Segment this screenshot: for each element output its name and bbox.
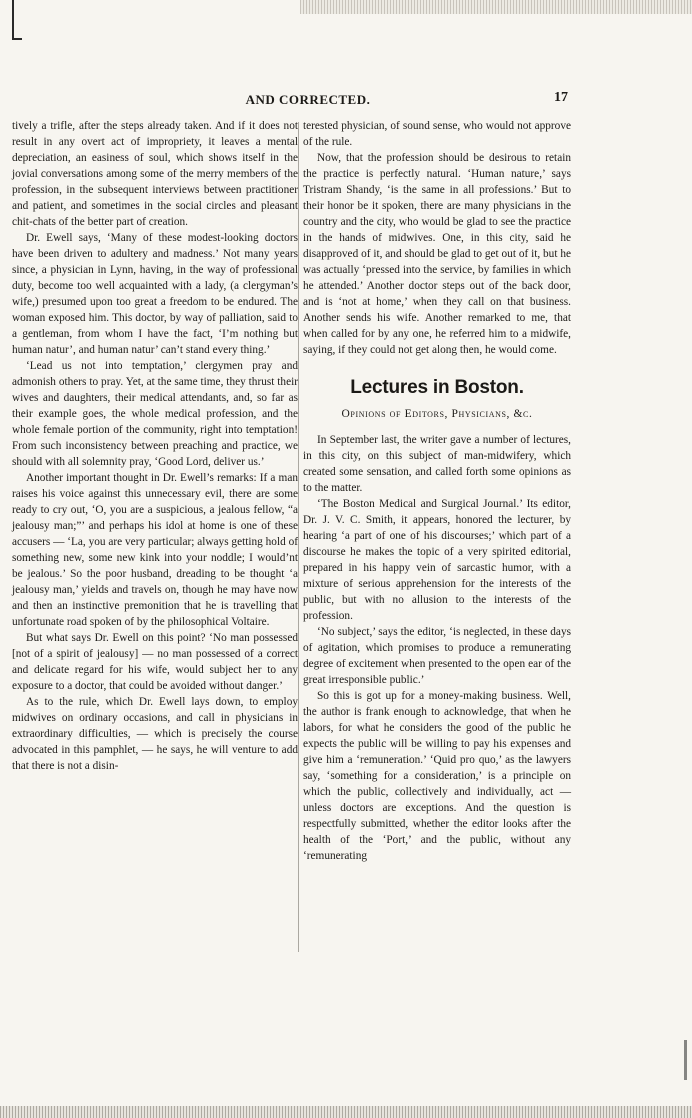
section-title: Lectures in Boston. (350, 377, 524, 398)
scan-edge-top (300, 0, 692, 14)
section-subtitle: Opinions of Editors, Physicians, &c. (341, 408, 533, 420)
binding-mark (12, 0, 14, 40)
paragraph: Dr. Ewell says, ‘Many of these modest-looking doctors have been driven to adultery and madness.’ Not many years since, a physician in Lynn, having, in the way of professional duty, become too well acquainted with a lady, (a clergyman’s wife,) presumed upon too great a freedom to be endured. The woman exposed him. This doctor, by way of palliation, said to a gentleman, from whom I have the fact, ‘I’m nothing but human natur’, and human natur’ can’t stand every thing.’ (12, 232, 298, 356)
column-divider (298, 122, 299, 952)
page-number: 17 (554, 90, 568, 105)
paragraph: ‘Lead us not into temptation,’ clergymen pray and admonish others to pray. Yet, at the same time, they thrust their wives and daughters, their medical attendants, and, so far as their example goes, the whole medical profession, and the whole female portion of the community, right into temptation! From such inconsistency between preaching and practice, we should with all solemnity pray, ‘Good Lord, deliver us.’ (12, 360, 298, 468)
paragraph: ‘No subject,’ says the editor, ‘is neglected, in these days of agitation, which promises to produce a remunerating degree of excitement when presented to the open ear of the great irresponsible public.’ (303, 626, 571, 686)
right-column (303, 118, 571, 864)
paragraph: terested physician, of sound sense, who would not approve of the rule. (303, 120, 571, 148)
paragraph: ‘The Boston Medical and Surgical Journal.’ Its editor, Dr. J. V. C. Smith, it appears, honored the lecturer, by hearing ‘a part of one of his discourses;’ which part of a discourse he makes the topic of a very spirited editorial, prepared in his happy vein of sarcastic humor, with a mixture of serious apprehension for the interests of the public, but with no allusion to the interests of the profession. (303, 498, 571, 622)
paragraph: Another important thought in Dr. Ewell’s remarks: If a man raises his voice against this unnecessary evil, there are some ready to cry out, ‘O, you are a suspicious, a jealous fellow, “a jealousy man;”’ and perhaps his idol at home is one of these accusers — ‘La, you are very particular; always getting hold of something new, some new kink into your noddle; I would’nt be jealous.’ So the poor husband, dreading to be thought ‘a jealousy man,’ yields and travels on, though he may have now and then an instinctive premonition that he is travelling that unfortunate road spoken of by the philosophical Voltaire. (12, 472, 298, 628)
binding-mark-foot (12, 38, 22, 40)
paragraph: So this is got up for a money-making business. Well, the author is frank enough to acknowledge, that when he labors, for what he considers the good of the public he expects the public will be willing to pay his expenses and give him a ‘remuneration.’ ‘Quid pro quo,’ as the lawyers say, ‘something for a consideration,’ is a principle on which the public, collectively and individually, act — unless doctors are exceptions. And the question is respectfully submitted, whether the editor looks after the health of the ‘Port,’ and the public, without any ‘remunerating (303, 690, 571, 862)
paragraph: As to the rule, which Dr. Ewell lays down, to employ midwives on ordinary occasions, and call in physicians in extraordinary difficulties, — which is precisely the course advocated in this pamphlet, — he says, he will venture to add that there is not a disin- (12, 696, 298, 772)
scan-edge-bottom (0, 1106, 692, 1118)
paragraph: Now, that the profession should be desirous to retain the practice is perfectly natural. ‘Human nature,’ says Tristram Shandy, ‘is the same in all professions.’ But to their honor be it spoken, there are many physicians in the country and the city, who would be glad to see the practice in the hands of midwives. One, in this city, said he disapproved of it, and should be glad to get out of it, but he was actually ‘pressed into the service, by families in which he attended.’ Another doctor steps out of the back door, and is ‘not at home,’ when they call on that business. Another sends his wife. Another remarked to me, that when called for by any one, he referred him to a midwife, saying, if they could not get along then, he would come. (303, 152, 571, 356)
paragraph: In September last, the writer gave a number of lectures, in this city, on this subject of man-midwifery, which created some sensation, and called forth some opinions as to the matter. (303, 434, 571, 494)
left-column (12, 118, 298, 774)
running-head: AND CORRECTED. (245, 92, 371, 107)
paragraph: But what says Dr. Ewell on this point? ‘No man possessed [not of a spirit of jealousy] — no man possessed of a correct and delicate regard for his wife, would subject her to any exposure to a doctor, that could be avoided without danger.’ (12, 632, 298, 692)
paragraph: tively a trifle, after the steps already taken. And if it does not result in any overt act of impropriety, it leaves a mental depreciation, an easiness of soul, which shows itself in the jovial conversations among some of the merry members of the profession, in the subsequent interviews between practitioner and patient, and sometimes in the social circles and pleasant chit-chats of the better part of creation. (12, 120, 298, 228)
page-edge-mark (684, 1040, 687, 1080)
